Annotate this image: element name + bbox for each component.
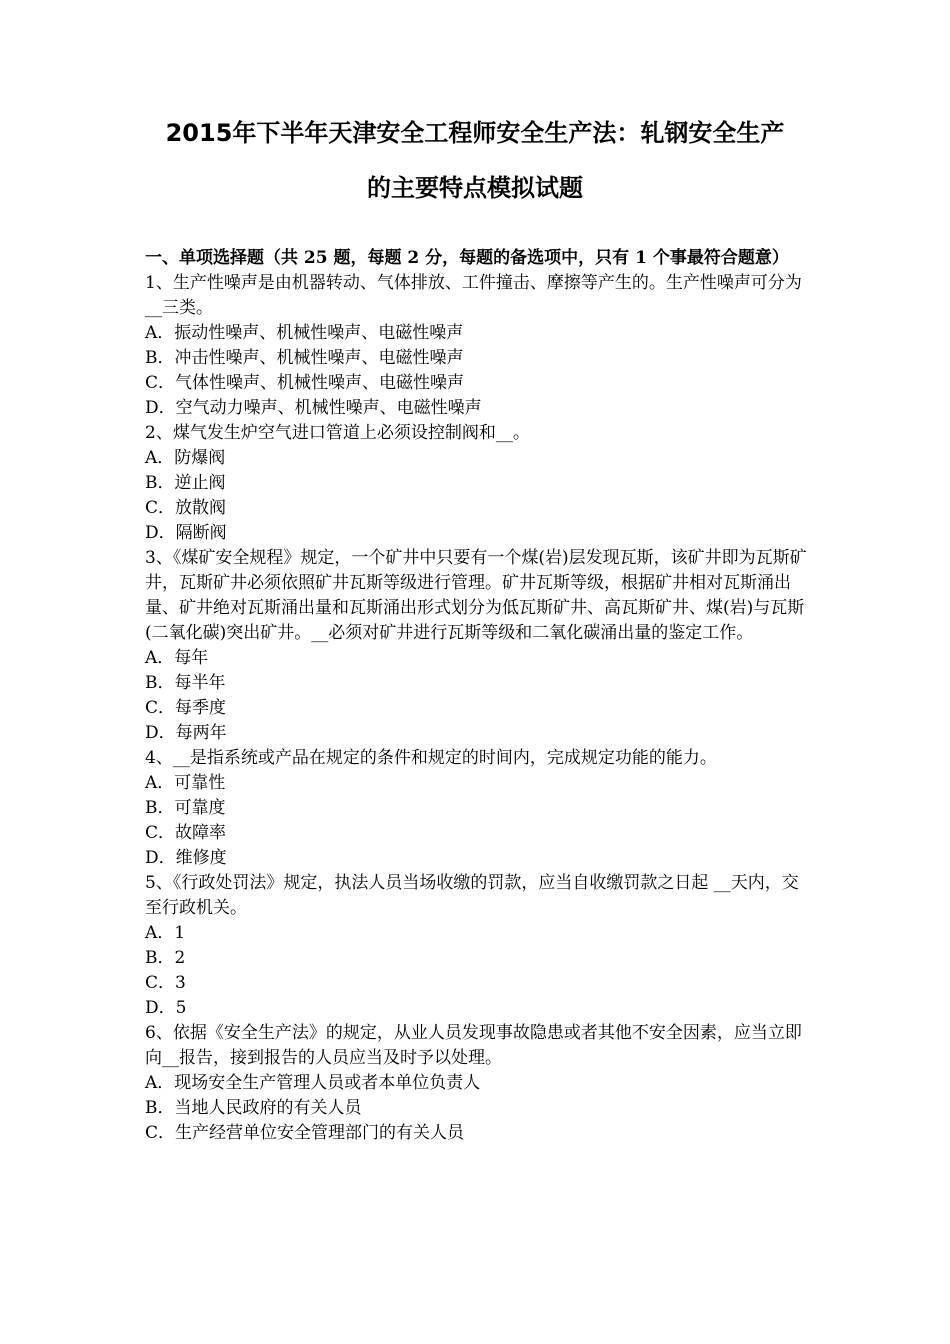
question-4 <box>145 746 810 871</box>
option-a: A．振动性噪声、机械性噪声、电磁性噪声 <box>145 323 464 343</box>
option-c: C．放散阀 <box>145 498 227 518</box>
option-d: D．隔断阀 <box>145 523 227 543</box>
option-c: C．故障率 <box>145 823 227 843</box>
question-stem: 3、《煤矿安全规程》规定，一个矿井中只要有一个煤(岩)层发现瓦斯，该矿井即为瓦斯矿井，瓦斯矿井必须依照矿井瓦斯等级进行管理。矿井瓦斯等级，根据矿井相对瓦斯涌出量、矿井绝对瓦斯涌出量和瓦斯涌出形式划分为低瓦斯矿井、高瓦斯矿井、煤(岩)与瓦斯(二氧化碳)突出矿井。__必须对矿井进行瓦斯等级和二氧化碳涌出量的鉴定工作。 <box>145 548 807 643</box>
option-c: C．生产经营单位安全管理部门的有关人员 <box>145 1123 465 1143</box>
question-3 <box>145 546 810 746</box>
document-body <box>145 246 810 1146</box>
option-c: C．3 <box>145 973 186 993</box>
option-b: B．2 <box>145 948 186 968</box>
document-title-line1: 2015年下半年天津安全工程师安全生产法：轧钢安全生产 <box>165 119 785 147</box>
section-heading: 一、单项选择题（共 25 题，每题 2 分，每题的备选项中，只有 1 个事最符合题意） <box>145 248 789 268</box>
option-c: C．每季度 <box>145 698 227 718</box>
question-stem: 5、《行政处罚法》规定，执法人员当场收缴的罚款，应当自收缴罚款之日起 __天内，交至行政机关。 <box>145 873 799 918</box>
option-a: A．1 <box>145 923 186 943</box>
option-d: D．5 <box>145 998 187 1018</box>
option-a: A．每年 <box>145 648 209 668</box>
question-6 <box>145 1021 810 1146</box>
option-d: D．每两年 <box>145 723 227 743</box>
option-b: B．每半年 <box>145 673 226 693</box>
question-stem: 1、生产性噪声是由机器转动、气体排放、工件撞击、摩擦等产生的。生产性噪声可分为__三类。 <box>145 273 802 318</box>
option-b: B．可靠度 <box>145 798 226 818</box>
document-title-line2: 的主要特点模拟试题 <box>367 174 583 202</box>
question-stem: 4、__是指系统或产品在规定的条件和规定的时间内，完成规定功能的能力。 <box>145 748 717 768</box>
option-a: A．可靠性 <box>145 773 226 793</box>
option-b: B．冲击性噪声、机械性噪声、电磁性噪声 <box>145 348 464 368</box>
question-1 <box>145 271 810 421</box>
option-a: A．防爆阀 <box>145 448 226 468</box>
question-5 <box>145 871 810 1021</box>
question-2 <box>145 421 810 546</box>
option-b: B．逆止阀 <box>145 473 226 493</box>
option-a: A．现场安全生产管理人员或者本单位负责人 <box>145 1073 481 1093</box>
question-stem: 2、煤气发生炉空气进口管道上必须设控制阀和__。 <box>145 423 530 443</box>
option-b: B．当地人民政府的有关人员 <box>145 1098 362 1118</box>
option-d: D．维修度 <box>145 848 227 868</box>
question-stem: 6、依据《安全生产法》的规定，从业人员发现事故隐患或者其他不安全因素，应当立即向__报告，接到报告的人员应当及时予以处理。 <box>145 1023 802 1068</box>
option-d: D．空气动力噪声、机械性噪声、电磁性噪声 <box>145 398 482 418</box>
option-c: C．气体性噪声、机械性噪声、电磁性噪声 <box>145 373 465 393</box>
